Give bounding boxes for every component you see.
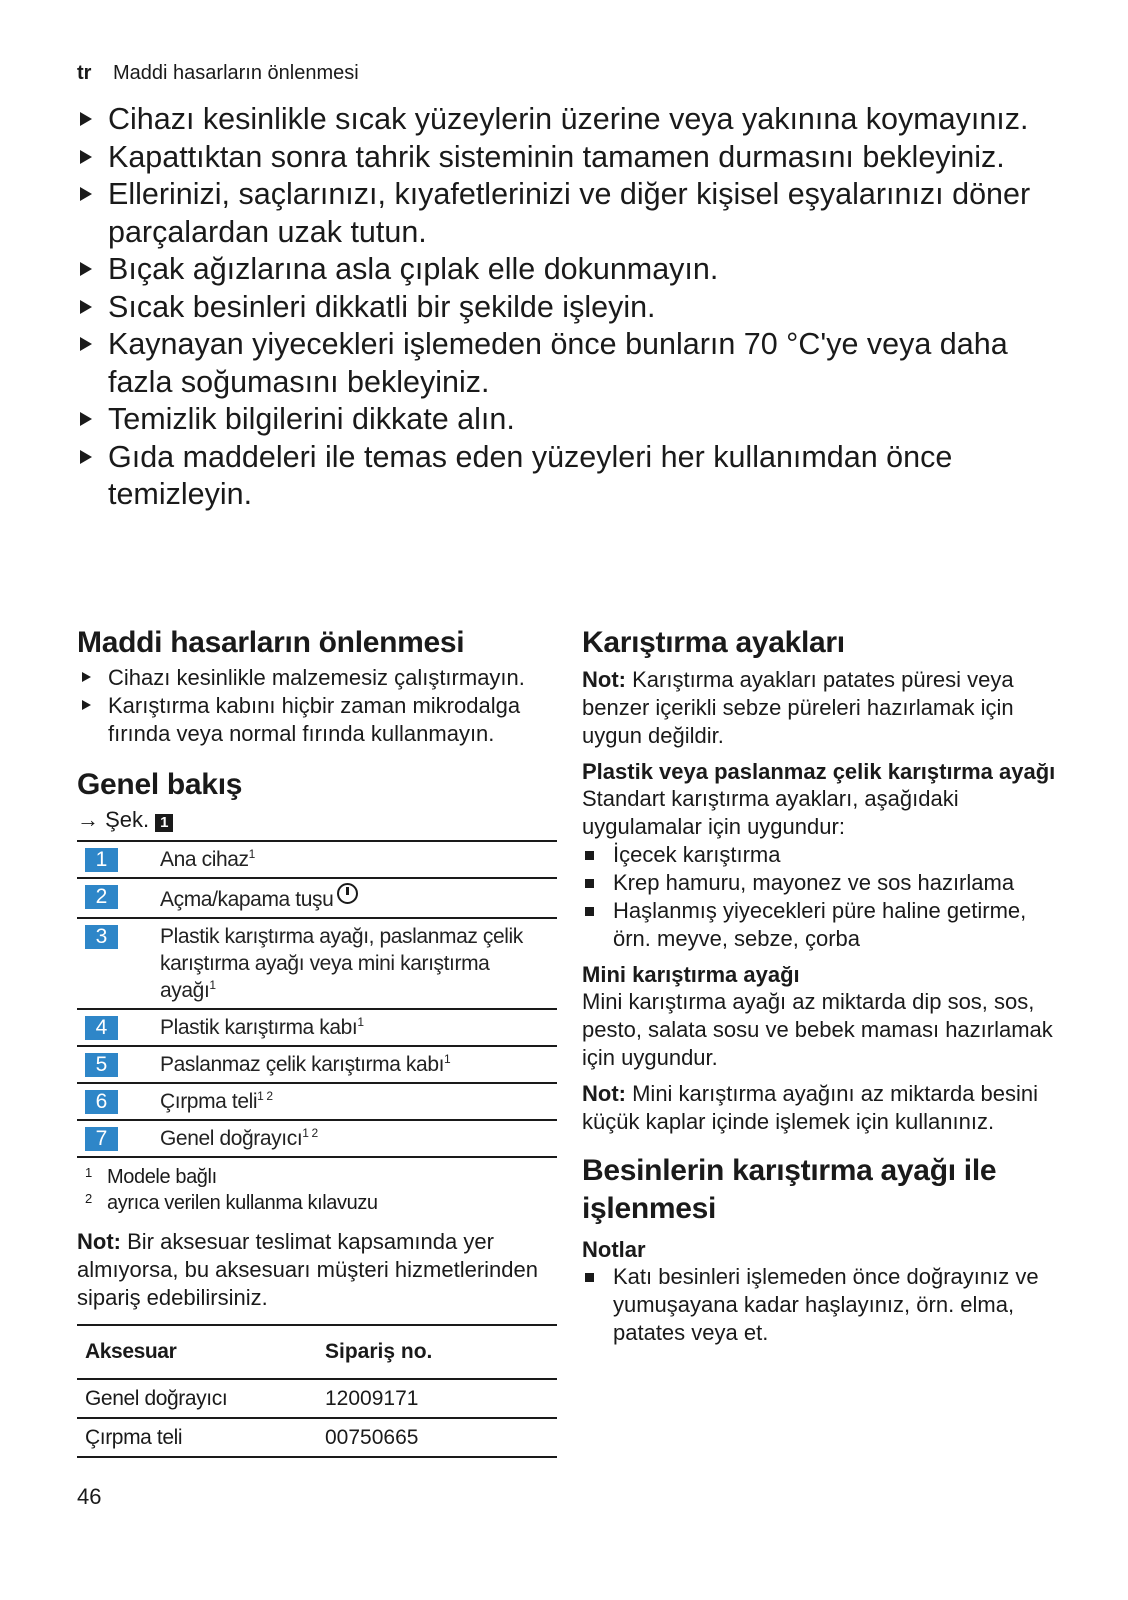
page-header bbox=[77, 62, 359, 85]
material-item: Karıştırma kabını hiçbir zaman mikrodalga fırında veya normal fırında kullanmayın. bbox=[77, 692, 557, 748]
order-number: 00750665 bbox=[325, 1425, 419, 1449]
accessory-table bbox=[77, 1324, 557, 1458]
bullet-square-icon bbox=[585, 851, 594, 860]
warning-item: Ellerinizi, saçlarınızı, kıyafetlerinizi ve diğer kişisel eşyalarınızı döner parçalardan uzak tutun. bbox=[77, 176, 1077, 251]
notes-list bbox=[582, 1263, 1062, 1347]
table-row bbox=[77, 1121, 557, 1158]
item-number-badge: 4 bbox=[85, 1016, 118, 1040]
list-item: Haşlanmış yiyecekleri püre haline getirme, örn. meyve, sebze, çorba bbox=[582, 897, 1062, 953]
left-column bbox=[77, 624, 557, 1458]
item-label: Çırpma teli$^{1 2}$ bbox=[160, 1089, 273, 1113]
overview-note: Not: Bir aksesuar teslimat kapsamında yer almıyorsa, bu aksesuarı müşteri hizmetlerinden sipariş edebilirsiniz. bbox=[77, 1229, 538, 1310]
bullet-square-icon bbox=[585, 907, 594, 916]
table-row bbox=[77, 842, 557, 879]
section-title-overview: Genel bakış bbox=[77, 768, 243, 801]
list-item: Katı besinleri işlemeden önce doğrayınız ve yumuşayana kadar haşlayınız, örn. elma, patates veya et. bbox=[582, 1263, 1062, 1347]
mixing-feet-note: Not: Karıştırma ayakları patates püresi veya benzer içerikli sebze püreleri hazırlamak için uygun değildir. bbox=[582, 667, 1014, 748]
table-row bbox=[77, 919, 557, 1010]
material-item: Cihazı kesinlikle malzemesiz çalıştırmayın. bbox=[77, 664, 557, 692]
item-number-badge: 1 bbox=[85, 848, 118, 872]
bullet-square-icon bbox=[585, 879, 594, 888]
item-number-badge: 2 bbox=[85, 885, 118, 909]
warning-list bbox=[77, 101, 1077, 514]
figure-number-box: 1 bbox=[155, 814, 173, 832]
item-label: Paslanmaz çelik karıştırma kabı$^1$ bbox=[160, 1052, 451, 1076]
item-number-badge: 3 bbox=[85, 925, 118, 949]
item-label: Açma/kapama tuşu bbox=[160, 883, 358, 913]
section-title-processing: Besinlerin karıştırma ayağı ile işlenmesi bbox=[582, 1154, 997, 1225]
item-label: Genel doğrayıcı$^{1 2}$ bbox=[160, 1126, 318, 1150]
order-number: 12009171 bbox=[325, 1386, 419, 1410]
section-title-material: Maddi hasarların önlenmesi bbox=[77, 626, 465, 659]
material-list bbox=[77, 664, 557, 748]
right-column bbox=[582, 624, 1062, 1347]
section-title-mixing-feet: Karıştırma ayakları bbox=[582, 626, 845, 659]
page-number: 46 bbox=[77, 1484, 102, 1509]
overview-table bbox=[77, 840, 557, 1158]
accessory-name: Genel doğrayıcı bbox=[85, 1386, 228, 1410]
warning-item: Kaynayan yiyecekleri işlemeden önce bunların 70 °C'ye veya daha fazla soğumasını bekleyiniz. bbox=[77, 326, 1077, 401]
table-row bbox=[77, 1047, 557, 1084]
table-row bbox=[77, 879, 557, 919]
list-item: Krep hamuru, mayonez ve sos hazırlama bbox=[582, 869, 1062, 897]
bullet-triangle-icon bbox=[82, 672, 91, 682]
bullet-square-icon bbox=[585, 1273, 594, 1282]
notes-title: Notlar bbox=[582, 1237, 646, 1262]
warning-item: Bıçak ağızlarına asla çıplak elle dokunmayın. bbox=[77, 251, 1077, 289]
footnote: 2 ayrıca verilen kullanma kılavuzu bbox=[85, 1191, 378, 1214]
bullet-triangle-icon bbox=[80, 150, 92, 164]
item-label: Ana cihaz$^1$ bbox=[160, 847, 255, 871]
table-header-row bbox=[77, 1326, 557, 1380]
bullet-triangle-icon bbox=[80, 187, 92, 201]
paragraph: Standart karıştırma ayakları, aşağıdaki uygulamalar için uygundur: bbox=[582, 786, 959, 839]
column-header: Aksesuar bbox=[85, 1340, 177, 1363]
table-row bbox=[77, 1010, 557, 1047]
bullet-triangle-icon bbox=[80, 112, 92, 126]
item-number-badge: 6 bbox=[85, 1090, 118, 1114]
footnotes bbox=[77, 1164, 557, 1216]
accessory-name: Çırpma teli bbox=[85, 1425, 183, 1449]
bullet-triangle-icon bbox=[80, 300, 92, 314]
table-row bbox=[77, 1084, 557, 1121]
list-item: İçecek karıştırma bbox=[582, 841, 1062, 869]
subsection-title: Plastik veya paslanmaz çelik karıştırma ayağı bbox=[582, 759, 1056, 784]
item-label: Plastik karıştırma ayağı, paslanmaz çelik karıştırma ayağı veya mini karıştırma ayağı$^1$ bbox=[160, 925, 523, 1002]
bullet-triangle-icon bbox=[80, 337, 92, 351]
bullet-triangle-icon bbox=[80, 262, 92, 276]
warning-item: Gıda maddeleri ile temas eden yüzeyleri her kullanımdan önce temizleyin. bbox=[77, 439, 1077, 514]
usage-list bbox=[582, 841, 1062, 953]
item-label: Plastik karıştırma kabı$^1$ bbox=[160, 1015, 364, 1039]
table-row bbox=[77, 1380, 557, 1419]
paragraph: Mini karıştırma ayağı az miktarda dip sos, sos, pesto, salata sosu ve bebek maması hazırlamak için uygundur. bbox=[582, 989, 1053, 1070]
item-number-badge: 5 bbox=[85, 1053, 118, 1077]
mini-foot-note: Not: Mini karıştırma ayağını az miktarda besini küçük kaplar içinde işlemek için kullanınız. bbox=[582, 1081, 1039, 1134]
warning-item: Cihazı kesinlikle sıcak yüzeylerin üzerine veya yakınına koymayınız. bbox=[77, 101, 1077, 139]
language-code: tr bbox=[77, 62, 92, 84]
bullet-triangle-icon bbox=[82, 700, 91, 710]
footnote: 1 Modele bağlı bbox=[85, 1165, 217, 1188]
figure-reference: → Şek. 1 bbox=[77, 806, 557, 834]
warning-item: Temizlik bilgilerini dikkate alın. bbox=[77, 401, 1077, 439]
bullet-triangle-icon bbox=[80, 450, 92, 464]
subsection-title: Mini karıştırma ayağı bbox=[582, 962, 800, 987]
header-section-title: Maddi hasarların önlenmesi bbox=[113, 62, 359, 84]
power-icon bbox=[337, 883, 358, 904]
item-number-badge: 7 bbox=[85, 1127, 118, 1151]
bullet-triangle-icon bbox=[80, 412, 92, 426]
table-row bbox=[77, 1419, 557, 1458]
warning-item: Kapattıktan sonra tahrik sisteminin tamamen durmasını bekleyiniz. bbox=[77, 139, 1077, 177]
column-header: Sipariş no. bbox=[325, 1340, 433, 1363]
warning-item: Sıcak besinleri dikkatli bir şekilde işleyin. bbox=[77, 289, 1077, 327]
